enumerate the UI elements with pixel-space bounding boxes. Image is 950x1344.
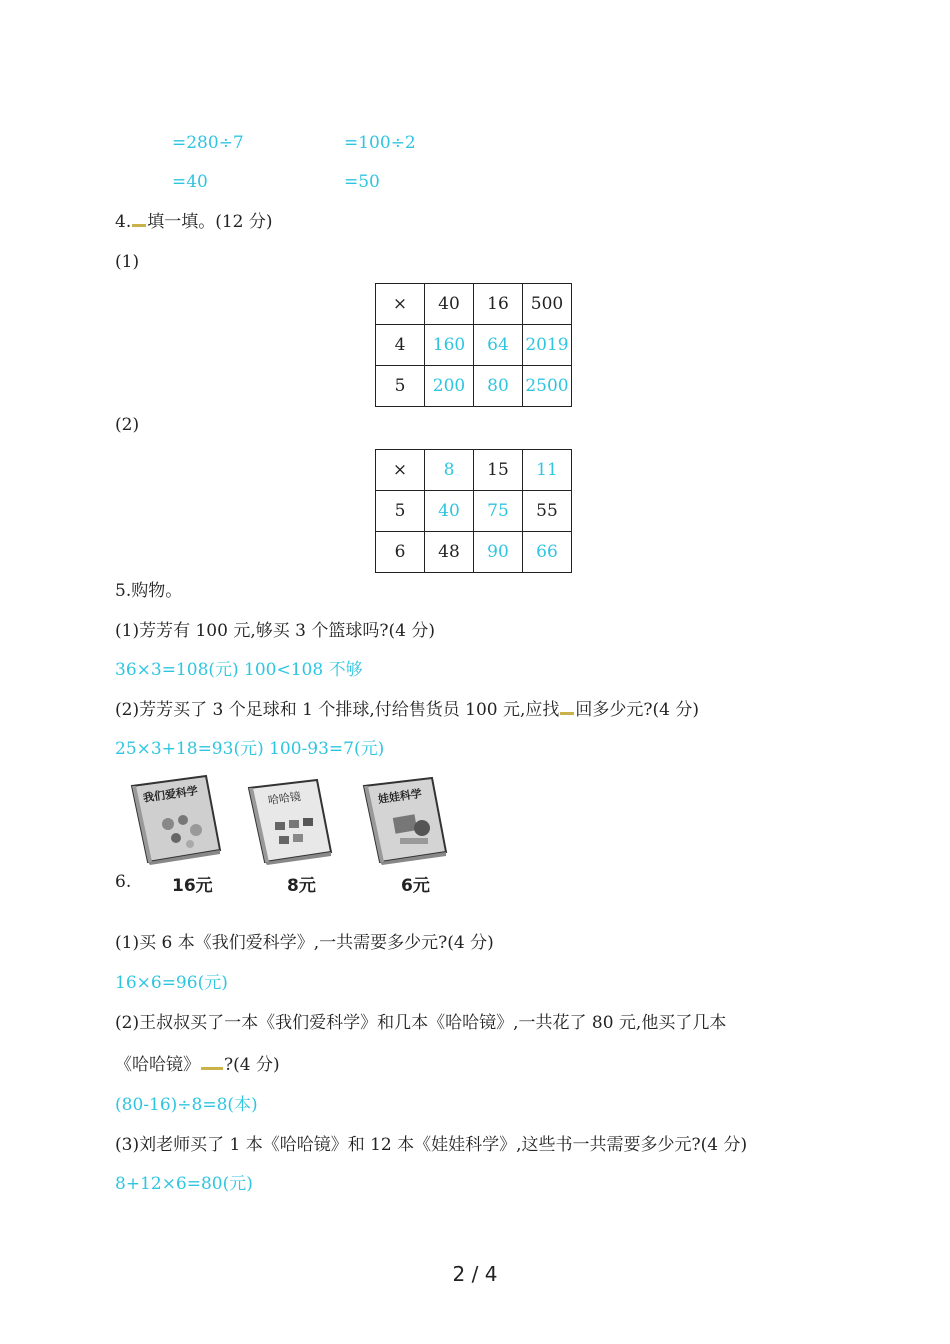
table-cell-answer: 11: [523, 450, 572, 491]
multiplication-table-2: [375, 449, 572, 573]
q5-part2-text-end: 回多少元?(4 分): [575, 700, 699, 720]
q6-part2-book: 《哈哈镜》: [115, 1055, 200, 1075]
table-cell: 55: [523, 491, 572, 532]
table-cell-answer: 75: [474, 491, 523, 532]
q6-part2: (2)王叔叔买了一本《我们爱科学》和几本《哈哈镜》,一共花了 80 元,他买了几本: [115, 1013, 727, 1033]
q4-part2-label: (2): [115, 415, 140, 435]
q6-answer3: 8+12×6=80(元): [115, 1174, 253, 1194]
table-cell: 500: [523, 284, 572, 325]
table-cell: 48: [425, 532, 474, 573]
table-cell: ×: [376, 284, 425, 325]
q4-title-text: 填一填。(12 分): [147, 212, 273, 232]
book-price-1: 16元: [172, 876, 213, 896]
table-cell: 4: [376, 325, 425, 366]
q6-part3: (3)刘老师买了 1 本《哈哈镜》和 12 本《娃娃科学》,这些书一共需要多少元?(4 分): [115, 1135, 748, 1155]
table-cell: 6: [376, 532, 425, 573]
page-number: 2 / 4: [452, 1262, 498, 1286]
calc-a2: =40: [172, 172, 208, 192]
highlight-mark: [560, 712, 574, 715]
q5-part1: (1)芳芳有 100 元,够买 3 个篮球吗?(4 分): [115, 621, 435, 641]
q6-number: 6.: [115, 872, 132, 892]
multiplication-table-1: [375, 283, 572, 407]
table-cell-answer: 2019: [523, 325, 572, 366]
table-cell-answer: 64: [474, 325, 523, 366]
q6-part2-end: ?(4 分): [224, 1055, 280, 1075]
book-title-1: 我们爱科学: [142, 784, 199, 805]
table-cell: 16: [474, 284, 523, 325]
q5-answer1: 36×3=108(元) 100<108 不够: [115, 660, 363, 680]
calc-b1: =100÷2: [344, 133, 416, 153]
q5-part2-text: (2)芳芳买了 3 个足球和 1 个排球,付给售货员 100 元,应找: [115, 700, 560, 720]
book-title-3: 娃娃科学: [377, 787, 423, 807]
calc-b2: =50: [344, 172, 380, 192]
book-title-2: 哈哈镜: [267, 789, 302, 808]
q4-part1-label: (1): [115, 252, 140, 272]
table-cell: 5: [376, 491, 425, 532]
q5-part2: [115, 699, 699, 721]
table-cell: ×: [376, 450, 425, 491]
q5-answer2: 25×3+18=93(元) 100-93=7(元): [115, 739, 385, 759]
table-cell-answer: 8: [425, 450, 474, 491]
q4-number: 4.: [115, 212, 132, 232]
table-cell-answer: 2500: [523, 366, 572, 407]
q6-part2-cont: [115, 1054, 280, 1076]
book-price-2: 8元: [287, 876, 316, 896]
table-cell-answer: 90: [474, 532, 523, 573]
q5-title: 5.购物。: [115, 581, 183, 601]
table-cell: 15: [474, 450, 523, 491]
highlight-mark: [201, 1067, 223, 1070]
calc-a1: =280÷7: [172, 133, 244, 153]
q6-answer1: 16×6=96(元): [115, 973, 228, 993]
table-cell-answer: 160: [425, 325, 474, 366]
q6-answer2: (80-16)÷8=8(本): [115, 1095, 258, 1115]
highlight-mark: [132, 224, 146, 227]
table-cell-answer: 66: [523, 532, 572, 573]
table-cell-answer: 40: [425, 491, 474, 532]
q4-title: [115, 211, 273, 233]
table-cell-answer: 80: [474, 366, 523, 407]
q6-part1: (1)买 6 本《我们爱科学》,一共需要多少元?(4 分): [115, 933, 494, 953]
table-cell-answer: 200: [425, 366, 474, 407]
book-price-3: 6元: [401, 876, 430, 896]
table-cell: 40: [425, 284, 474, 325]
table-cell: 5: [376, 366, 425, 407]
